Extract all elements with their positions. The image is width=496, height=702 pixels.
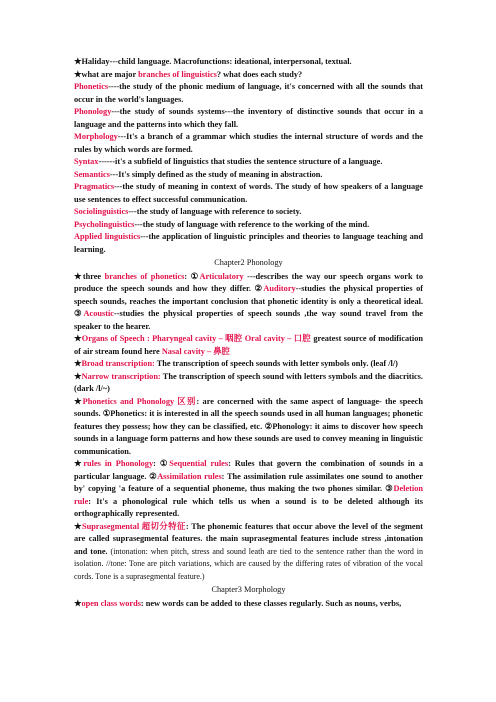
star-icon: ★ — [74, 359, 82, 368]
paragraph-organs-of-speech: ★Organs of Speech : Pharyngeal cavity – 咽腔 Oral cavity – 口腔 greatest source of modification of air stream found here Nasal cavity – 鼻腔 — [74, 334, 423, 356]
star-icon: ★ — [74, 271, 83, 281]
paragraph-pragmatics: Pragmatics---the study of meaning in context of words. The study of how speakers of a language use sentences to effect successful communication. — [74, 182, 423, 204]
paragraph-branches-of-phonetics: ★three branches of phonetics: ①Articulatory ---describes the way our speech organs work to produce the speech sounds and how they differ. ②Auditory--studies the physical properties of speech sounds, reaches the important conclusion that phonetic identity is only a theoretical ideal. ③Acoustic--studies the physical properties of speech sounds ,the way sound travel from the speaker to the hearer. — [74, 271, 423, 331]
paragraph-suprasegmental: ★Suprasegmental 超切分特征: The phonemic features that occur above the level of the segment are called suprasegmental features. the main suprasegmental features include stress ,intonation and tone. (intonation: when pitch, stress and sound leath are tied to the sentence rather than the word in isolation. //tone: Tone are pitch variations, which are caused by the differing rates of vibration of the vocal cords. Tone is a suprasegmental feature.) — [74, 521, 423, 581]
paragraph-syntax: Syntax------it's a subfield of linguistics that studies the sentence structure of a language. — [74, 157, 383, 166]
paragraph-semantics: Semantics---It's simply defined as the study of meaning in abstraction. — [74, 169, 323, 179]
paragraph-open-class-words: ★open class words: new words can be added to these classes regularly. Such as nouns, verbs, — [74, 598, 402, 608]
paragraph-psycholinguistics: Psycholinguistics---the study of language with reference to the working of the mind. — [74, 219, 370, 229]
star-icon: ★ — [74, 371, 82, 381]
star-icon: ★ — [74, 521, 82, 531]
paragraph-haliday: ★Haliday---child language. Macrofunctions: ideational, interpersonal, textual. — [74, 57, 352, 66]
star-icon: ★ — [74, 57, 82, 66]
paragraph-broad-transcription: ★Broad transcription: The transcription of speech sounds with letter symbols only. (leaf /l/) — [74, 359, 398, 368]
star-icon: ★ — [74, 69, 82, 79]
paragraph-phonology: Phonology---the study of sounds systems---the inventory of distinctive sounds that occur in a language and the patterns into which they fall. — [74, 107, 423, 129]
chapter3-heading: Chapter3 Morphology — [211, 585, 286, 594]
paragraph-applied-linguistics: Applied linguistics---the application of linguistic principles and theories to language teaching and learning. — [74, 232, 423, 254]
paragraph-morphology: Morphology---It's a branch of a grammar which studies the internal structure of words and the rules by which words are formed. — [74, 132, 423, 154]
star-icon: ★ — [74, 598, 82, 608]
star-icon: ★ — [74, 459, 84, 468]
star-icon: ★ — [74, 396, 83, 406]
paragraph-branches-question: ★what are major branches of linguistics? what does each study? — [74, 69, 303, 79]
paragraph-rules-in-phonology: ★rules in Phonology: ①Sequential rules: Rules that govern the combination of sounds in a particular language. ②Assimilation rules: The assimilation rule assimilates one sound to another by' copying 'a feature of a sequential phoneme, thus making the two phones similar. ③Deletion rule: It's a phonological rule which tells us when a sound is to be deleted although its orthographically represented. — [74, 459, 423, 518]
star-icon: ★ — [74, 334, 82, 343]
paragraph-phonetics: Phonetics----the study of the phonic medium of language, it's concerned with all the sounds that occur in the world's languages. — [74, 82, 423, 104]
paragraph-narrow-transcription: ★Narrow transcription: The transcription of speech sound with letters symbols and the diacritics.(dark /l/~) — [74, 371, 423, 393]
paragraph-phonetics-vs-phonology: ★Phonetics and Phonology 区别: are concerned with the same aspect of language- the speech sounds. ①Phonetics: it is interested in all the speech sounds used in all human languages; phonetic features they possess; how they can be classified, etc. ②Phonology: it aims to discover how speech sounds in a language form patterns and how these sounds are used to convey meaning in linguistic communication. — [74, 396, 423, 456]
paragraph-sociolinguistics: Sociolinguistics---the study of language with reference to society. — [74, 207, 302, 216]
document-page — [74, 56, 423, 610]
chapter2-heading: Chapter2 Phonology — [214, 258, 283, 267]
